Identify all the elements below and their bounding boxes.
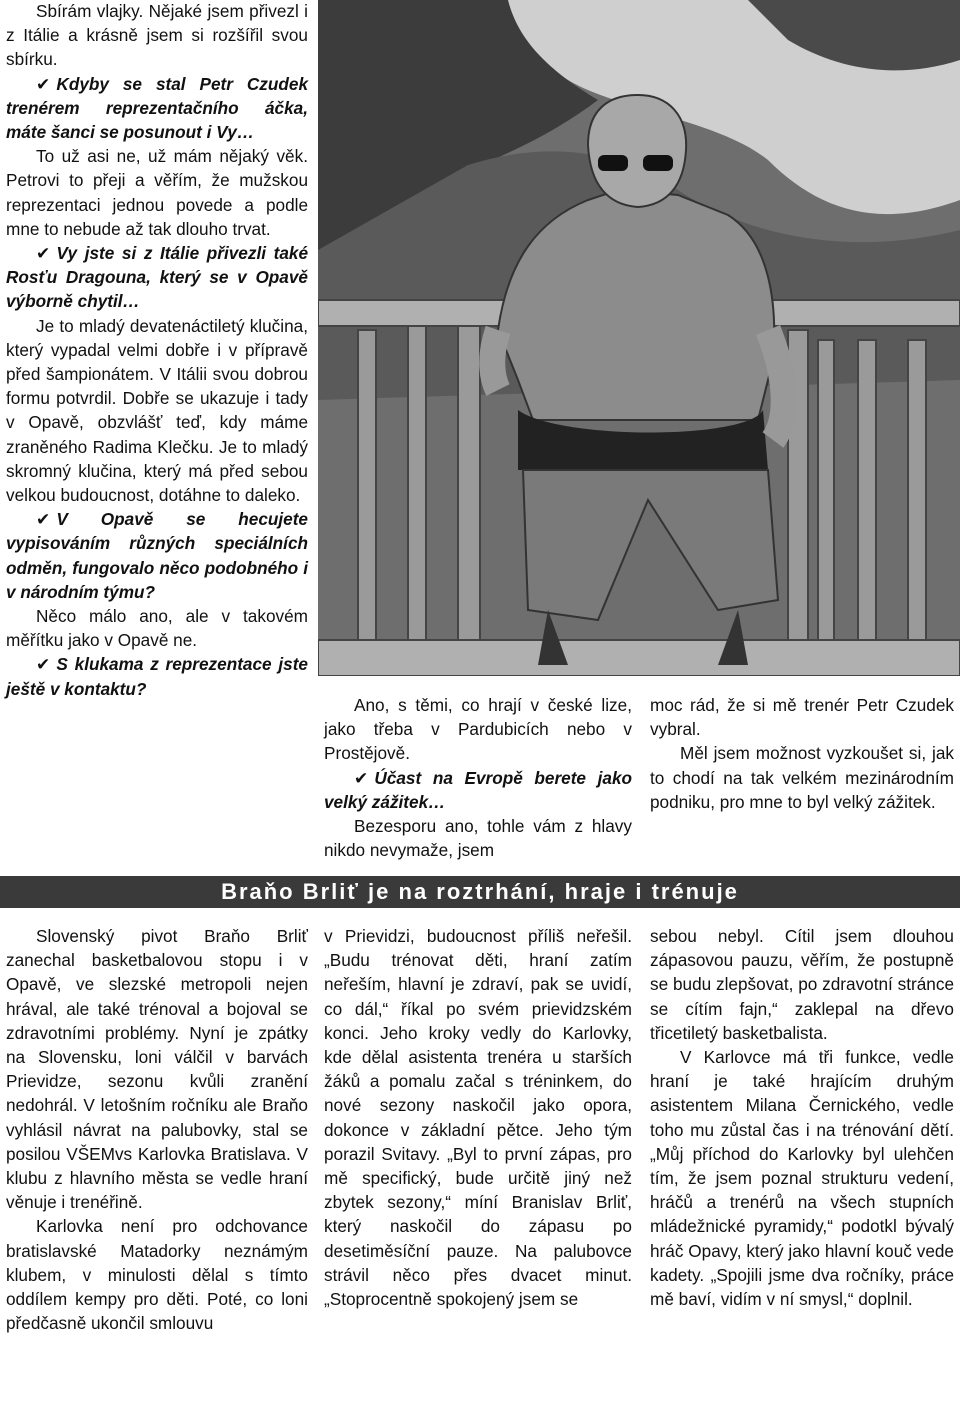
paragraph: Bezesporu ano, tohle vám z hlavy nikdo nevymaže, jsem — [324, 816, 632, 861]
article-column-1 — [6, 924, 308, 1335]
checkmark-icon: ✔ — [36, 243, 51, 264]
interview-column-3 — [650, 693, 954, 814]
paragraph: Něco málo ano, ale v takovém měřítku jako v Opavě ne. — [6, 606, 308, 651]
photo-image — [318, 0, 960, 676]
interview-question — [6, 241, 308, 314]
paragraph: Měl jsem možnost vyzkoušet si, jak to chodí na tak velkém mezinárodním podniku, pro mne to byl velký zážitek. — [650, 743, 954, 812]
paragraph-continued: v Prievidzi, budoucnost příliš neřešil. „Budu trénovat děti, hraní zatím neřeším, hlavní je zdraví, pak se uvidí, co dál,“ říkal po svém prievidzském konci. Jeho kroky vedly do Karlovky, kde dělal asistenta trenéra u starších žáků a pomalu začal s tréninkem, do nové sezony naskočil jako opora, dokonce v základní pětce. Jeho tým porazil Svitavy. „Byl to první zápas, pro mě specifický, bude určitě jiný než zbytek sezony,“ míní Branislav Brliť, který naskočil do zápasu po desetiměsíční pauze. Na palubovce strávil něco přes dvacet minut. „Stoprocentně spokojený jsem se — [324, 926, 632, 1310]
interview-column-1 — [6, 0, 308, 701]
question-text: S klukama z reprezentace jste ještě v kontaktu? — [6, 654, 308, 699]
paragraph: Je to mladý devatenáctiletý klučina, který vypadal velmi dobře i v přípravě před šampionátem. V Itálii svou dobrou formu potvrdil. Dobře se ukazuje i tady v Opavě, obzvlášť teď, kdy máme zraněného Radima Klečku. Je to mladý skromný klučina, který má před sebou velkou budoucnost, dotáhne to daleko. — [6, 315, 308, 506]
paragraph: Karlovka není pro odchovance bratislavské Matadorky neznámým klubem, v minulosti dělal s tímto oddílem kempy pro děti. Poté, co loni předčasně ukončil smlouvu — [6, 1216, 308, 1334]
question-text: Kdyby se stal Petr Czudek trenérem reprezentačního áčka, máte šanci se posunout i Vy… — [6, 73, 308, 143]
photo-player-on-lookout — [318, 0, 960, 676]
question-text: Účast na Evropě berete jako velký zážitek… — [324, 767, 632, 812]
paragraph: Slovenský pivot Braňo Brliť zanechal basketbalovou stopu i v Opavě, ve slezské metropoli nejen hrával, ale také trénoval a bojoval se zdravotními problémy. Nyní je zpátky na Slovensku, loni válčil v barvách Prievidze, sezonu kvůli zranění nedohrál. V letošním ročníku ale Braňo vyhlásil návrat na palubovky, stal se posilou VŠEMvs Karlovka Bratislava. V klubu z hlavního města se vedle hraní věnuje i trenéřině. — [6, 926, 308, 1213]
question-text: V Opavě se hecujete vypisováním různých speciálních odměn, fungovalo něco podobného i v národním týmu? — [6, 509, 308, 602]
interview-column-2 — [324, 693, 632, 862]
paragraph-continued: sebou nebyl. Cítil jsem dlouhou zápasovou pauzu, věřím, že postupně se budu zlepšovat, po zdravotní stránce se cítím fajn,“ zaklepal na dřevo třicetiletý basketbalista. — [650, 926, 954, 1043]
article-headline-banner — [0, 876, 960, 908]
article-column-3 — [650, 924, 954, 1311]
question-text: Vy jste si z Itálie přivezli také Rosťu Dragouna, který se v Opavě výborně chytil… — [6, 243, 308, 312]
checkmark-icon: ✔ — [36, 654, 51, 675]
checkmark-icon: ✔ — [354, 767, 369, 788]
interview-question — [324, 766, 632, 814]
checkmark-icon: ✔ — [36, 73, 51, 94]
interview-question — [6, 72, 308, 145]
paragraph-continued: moc rád, že si mě trenér Petr Czudek vybral. — [650, 695, 954, 740]
checkmark-icon: ✔ — [36, 509, 51, 530]
paragraph: Ano, s těmi, co hrají v české lize, jako třeba v Pardubicích nebo v Prostějově. — [324, 695, 632, 764]
paragraph: To už asi ne, už mám nějaký věk. Petrovi to přeji a věřím, že mužskou reprezentaci jednou povede a podle mne to nebude až tak dlouho trvat. — [6, 146, 308, 239]
paragraph: V Karlovce má tři funkce, vedle hraní je také hrajícím druhým asistentem Milana Černického, vedle toho mu zůstal čas i na trénování dětí. „Můj příchod do Karlovky byl ulehčen tím, že jsem poznal strukturu vedení, hráčů a trenérů na všech stupních mládežnické pyramidy,“ podotkl bývalý hráč Opavy, který jako hlavní kouč vede kadety. „Spojili jsme dva ročníky, práce mě baví, vidím v ní smysl,“ doplnil. — [650, 1047, 954, 1310]
article-headline: Braňo Brliť je na roztrhání, hraje i trénuje — [221, 879, 739, 904]
interview-question — [6, 652, 308, 700]
interview-question — [6, 507, 308, 604]
article-column-2 — [324, 924, 632, 1311]
paragraph: Sbírám vlajky. Nějaké jsem přivezl i z Itálie a krásně jsem si rozšířil svou sbírku. — [6, 1, 308, 70]
